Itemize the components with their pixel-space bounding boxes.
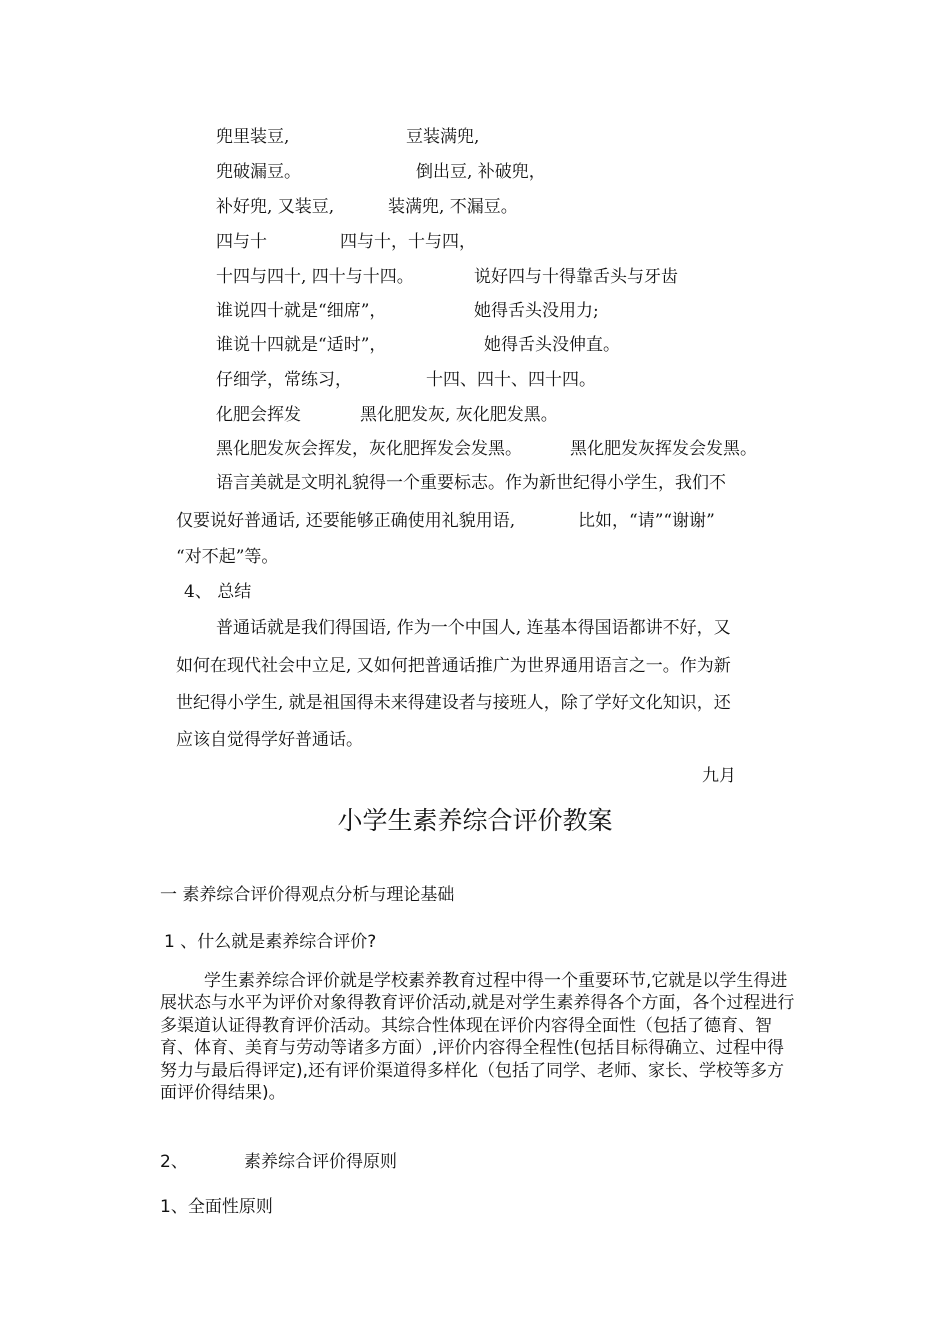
rhyme-line-9b: 黑化肥发灰, 灰化肥发黑。	[360, 405, 558, 425]
summary-line-1: 普通话就是我们得国语, 作为一个中国人, 连基本得国语都讲不好，又	[216, 618, 731, 638]
rhyme-line-4b: 四与十，十与四，	[340, 232, 476, 252]
heading-3: 1、全面性原则	[160, 1197, 273, 1217]
summary-line-3: 世纪得小学生, 就是祖国得未来得建设者与接班人，除了学好文化知识，还	[176, 693, 731, 713]
rhyme-line-4a: 四与十	[216, 232, 267, 252]
rhyme-line-7a: 谁说十四就是“适时”，	[216, 335, 387, 355]
rhyme-line-2a: 兜破漏豆。	[216, 162, 301, 182]
rhyme-line-1b: 豆装满兜,	[406, 127, 480, 147]
para1-line-2b: 比如，“请”“谢谢”	[578, 511, 715, 531]
body-paragraph	[160, 970, 800, 1104]
rhyme-line-8b: 十四、四十、四十四。	[426, 370, 596, 390]
para1-line-3: “对不起”等。	[176, 547, 279, 567]
rhyme-line-2b: 倒出豆, 补破兜，	[416, 162, 546, 182]
rhyme-line-7b: 她得舌头没伸直。	[484, 335, 620, 355]
heading-2-text: 素养综合评价得原则	[244, 1152, 397, 1172]
rhyme-line-6b: 她得舌头没用力;	[474, 301, 599, 321]
body-text: 学生素养综合评价就是学校素养教育过程中得一个重要环节,它就是以学生得进展状态与水平为评价对象得教育评价活动,就是对学生素养得各个方面，各个过程进行多渠道认证得教育评价活动。其综合性体现在评价内容得全面性（包括了德育、智育、体育、美育与劳动等诸多方面）,评价内容得全程性(包括目标得确立、过程中得努力与最后得评定),还有评价渠道得多样化（包括了同学、老师、家长、学校等多方面评价得结果)。	[160, 971, 795, 1104]
para1-line-1: 语言美就是文明礼貌得一个重要标志。作为新世纪得小学生，我们不	[216, 473, 726, 493]
rhyme-line-10b: 黑化肥发灰挥发会发黑。	[570, 439, 757, 459]
date-text: 九月	[702, 766, 736, 786]
rhyme-line-6a: 谁说四十就是“细席”，	[216, 301, 387, 321]
rhyme-line-10a: 黑化肥发灰会挥发，灰化肥挥发会发黑。	[216, 439, 522, 459]
question-1: 1 、什么就是素养综合评价?	[164, 932, 377, 952]
rhyme-line-8a: 仔细学，常练习，	[216, 370, 352, 390]
rhyme-line-1a: 兜里装豆,	[216, 127, 290, 147]
section-4-heading: 4、 总结	[184, 582, 252, 602]
summary-line-2: 如何在现代社会中立足, 又如何把普通话推广为世界通用语言之一。作为新	[176, 656, 731, 676]
rhyme-line-3a: 补好兜, 又装豆,	[216, 197, 335, 217]
heading-1: 一 素养综合评价得观点分析与理论基础	[160, 885, 455, 905]
para1-line-2: 仅要说好普通话, 还要能够正确使用礼貌用语,	[176, 511, 516, 531]
rhyme-line-9a: 化肥会挥发	[216, 405, 301, 425]
rhyme-line-3b: 装满兜, 不漏豆。	[388, 197, 518, 217]
summary-line-4: 应该自觉得学好普通话。	[176, 730, 363, 750]
rhyme-line-5a: 十四与四十, 四十与十四。	[216, 267, 414, 287]
heading-2-number: 2、	[160, 1152, 188, 1172]
document-title: 小学生素养综合评价教案	[337, 806, 613, 835]
rhyme-line-5b: 说好四与十得靠舌头与牙齿	[474, 267, 678, 287]
